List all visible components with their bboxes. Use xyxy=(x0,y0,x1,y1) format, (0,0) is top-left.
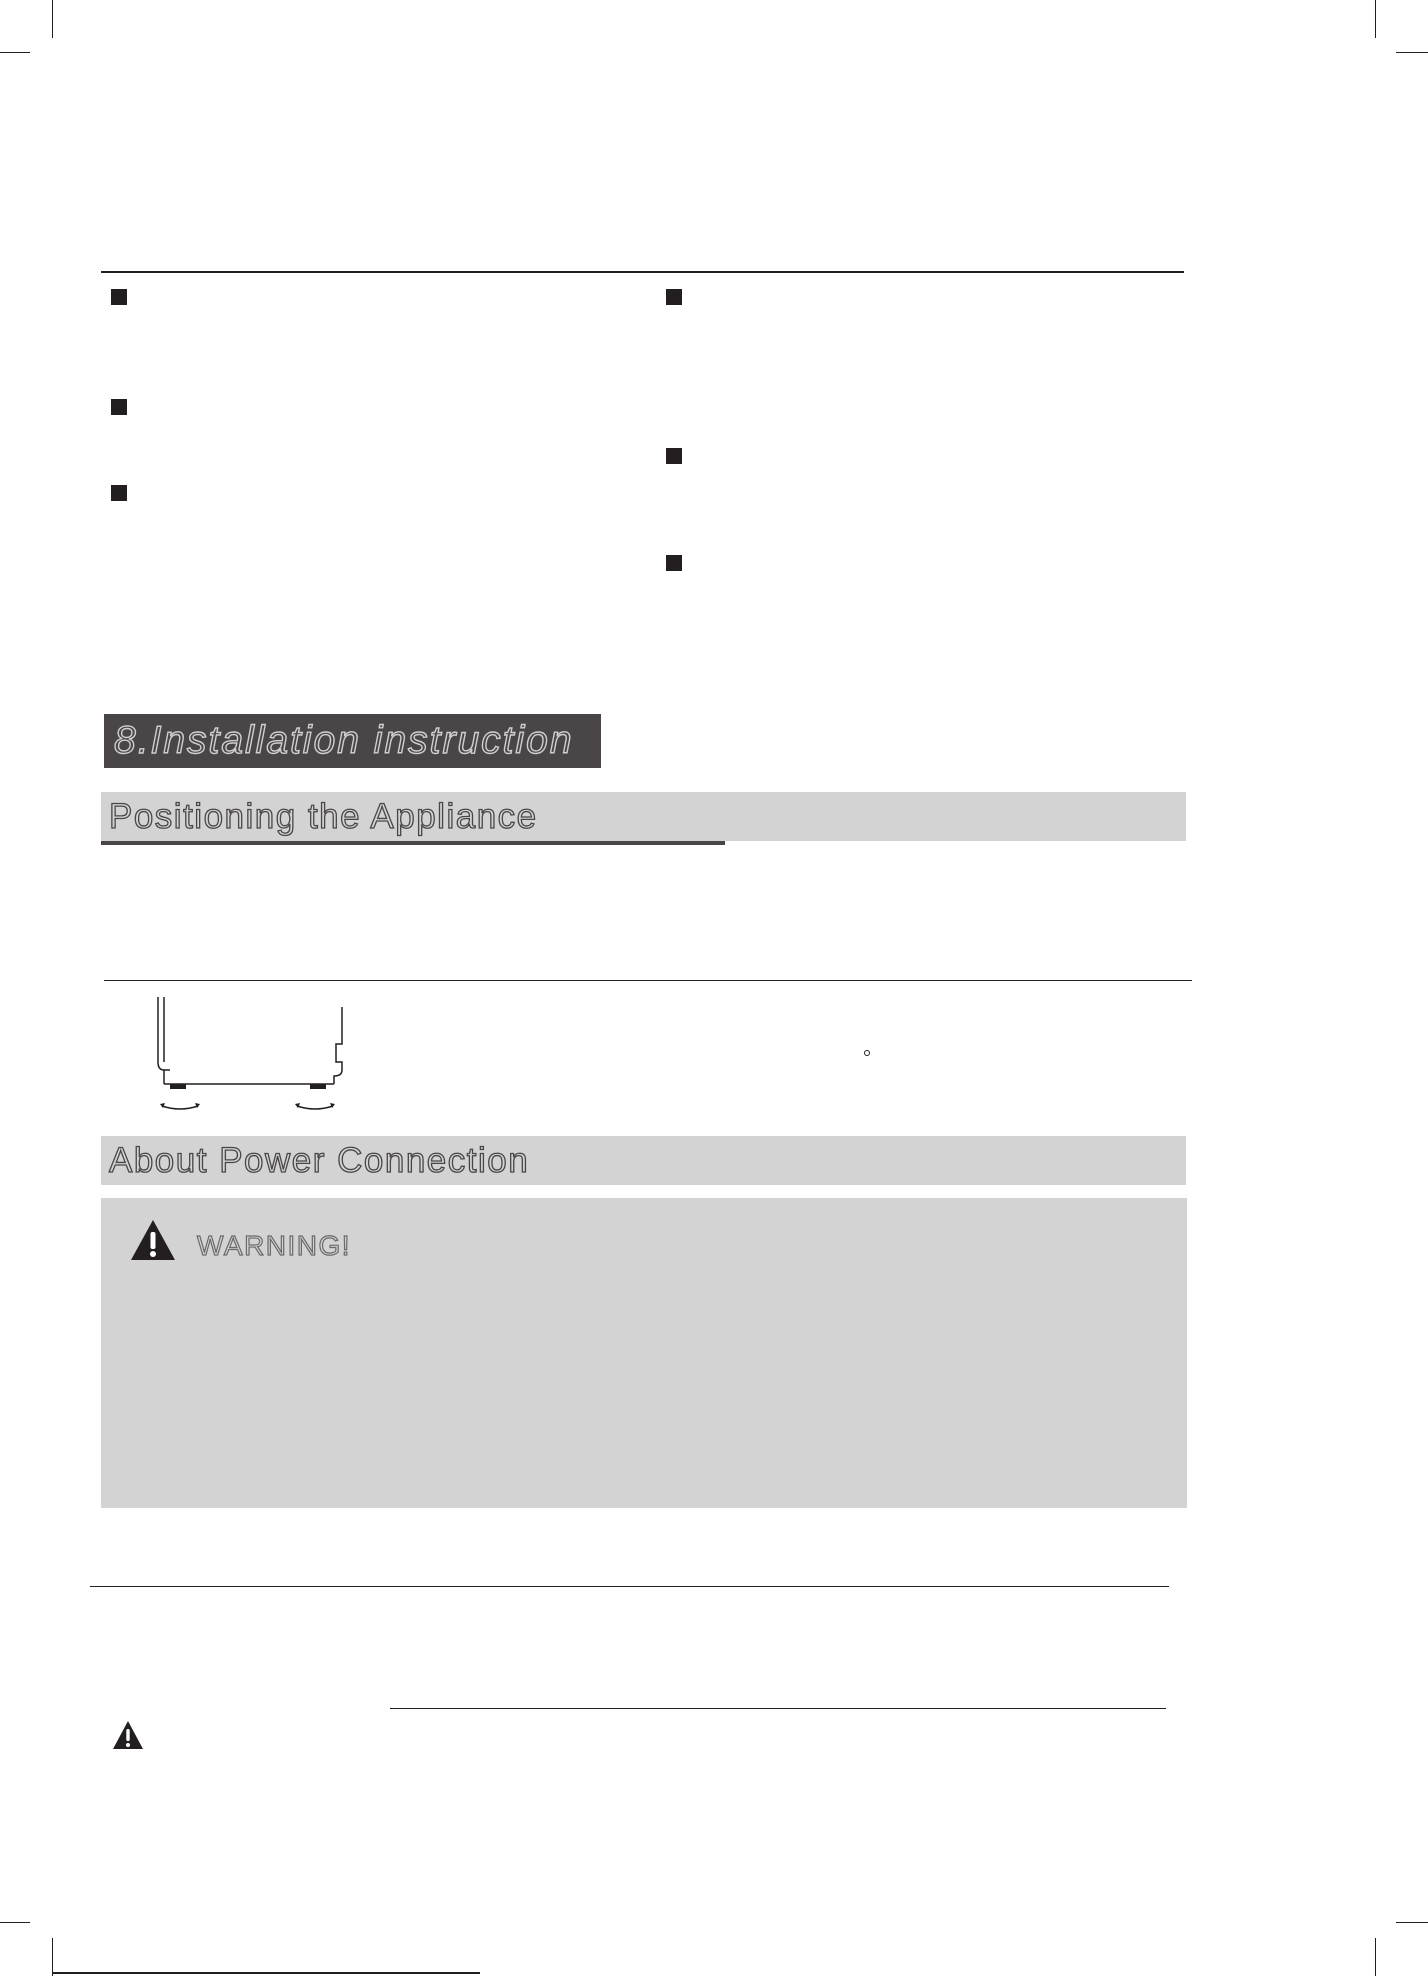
crop-mark xyxy=(52,0,53,38)
section-title-text: 8.Installation instruction xyxy=(114,719,574,762)
warning-panel xyxy=(101,1198,1187,1508)
warning-triangle-icon xyxy=(112,1720,144,1750)
positioning-heading-text: Positioning the Appliance xyxy=(109,796,538,836)
power-heading xyxy=(101,1136,1186,1185)
top-rule xyxy=(101,271,1184,273)
bullet-square xyxy=(666,555,682,571)
bullet-square xyxy=(666,289,682,305)
bottom-rule xyxy=(90,1586,1169,1587)
footer-rule xyxy=(52,1972,480,1974)
bottom-rule-short xyxy=(390,1708,1166,1709)
bullet-square xyxy=(111,485,127,501)
crop-mark xyxy=(0,1922,30,1923)
positioning-heading xyxy=(101,792,1186,841)
crop-mark xyxy=(52,1938,53,1976)
crop-mark xyxy=(1375,1938,1376,1976)
warning-label: WARNING! xyxy=(197,1230,352,1261)
crop-mark xyxy=(1396,1922,1428,1923)
power-heading-text: About Power Connection xyxy=(109,1140,530,1180)
bullet-square xyxy=(666,448,682,464)
appliance-leveling-feet-diagram xyxy=(150,990,360,1115)
bullet-square xyxy=(111,399,127,415)
crop-mark xyxy=(1375,0,1376,38)
bullet-square xyxy=(111,289,127,305)
section-title xyxy=(104,714,601,768)
crop-mark xyxy=(0,52,30,53)
crop-mark xyxy=(1396,52,1428,53)
dot-mark xyxy=(864,1050,870,1056)
warning-triangle-icon xyxy=(129,1218,177,1262)
heading-underline xyxy=(101,841,725,845)
figure-top-rule xyxy=(104,980,1192,981)
